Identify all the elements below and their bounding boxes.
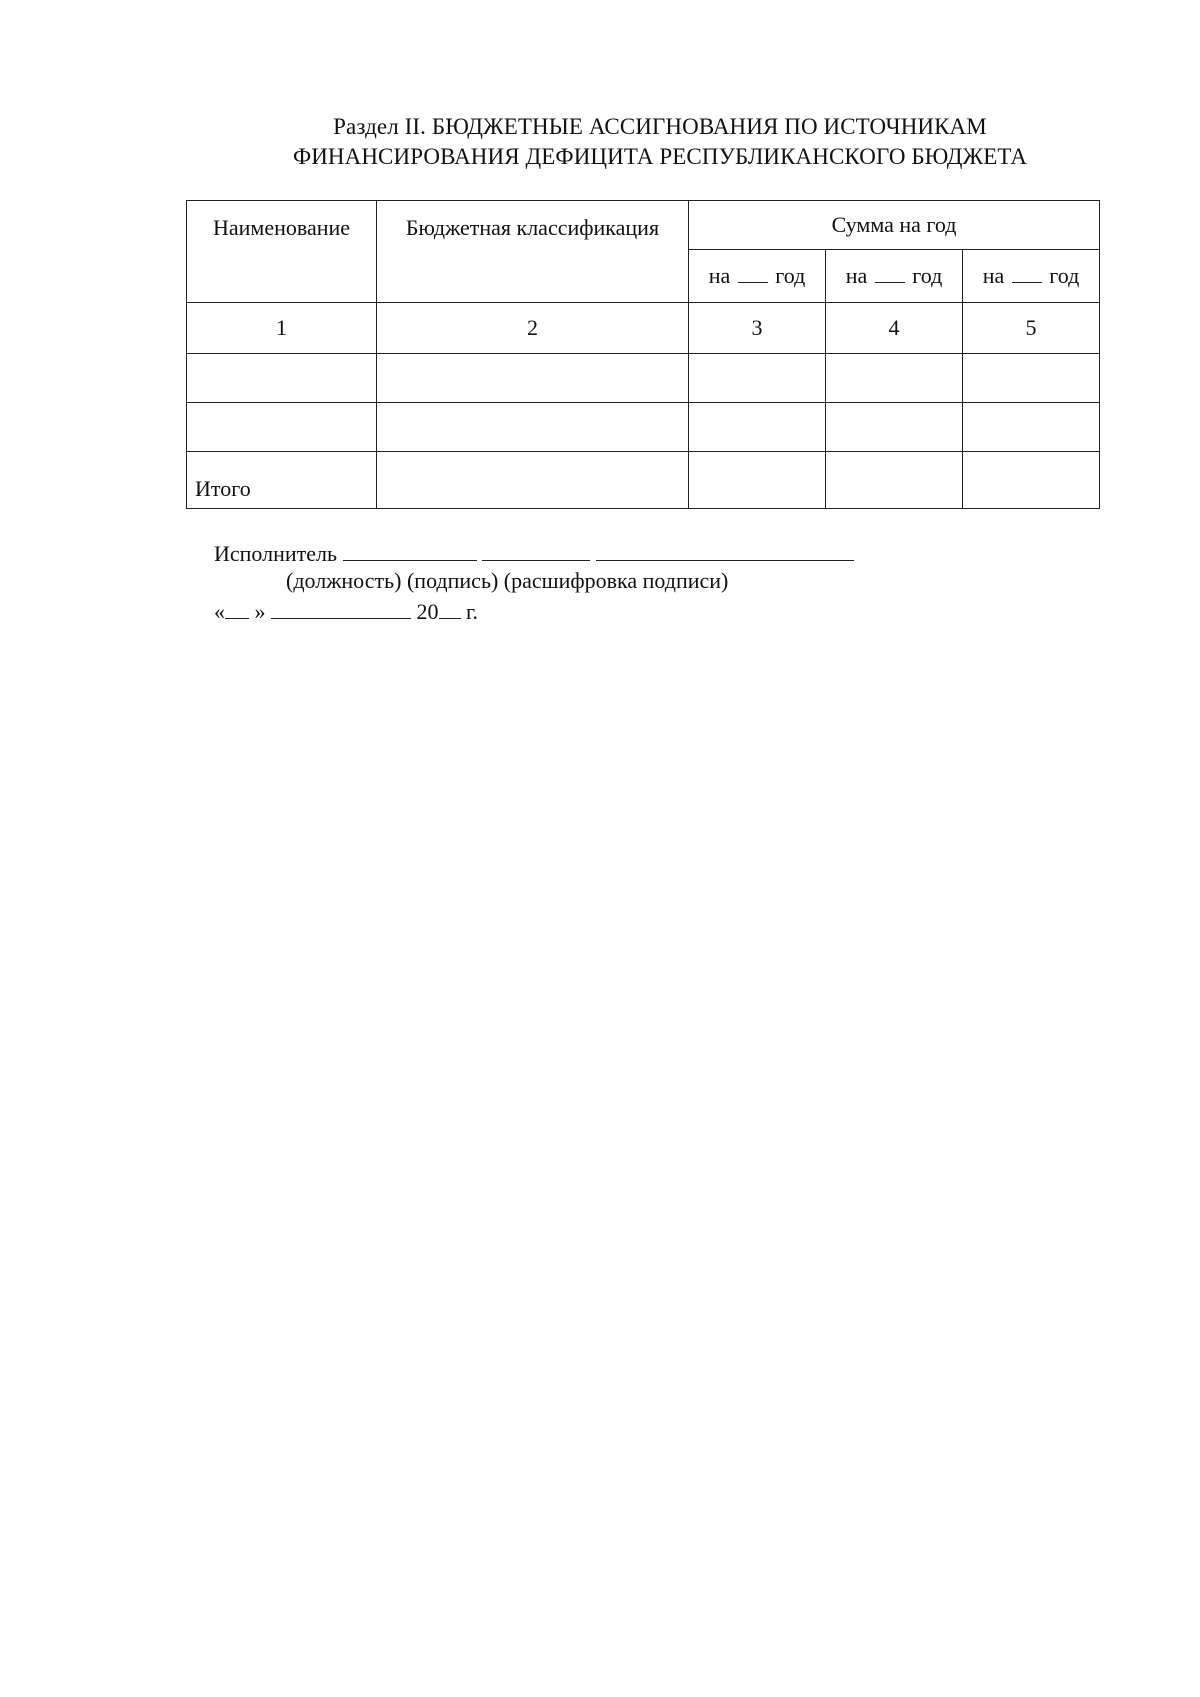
signature-caption: (должность) (подпись) (расшифровка подписи) (286, 568, 729, 593)
total-row (187, 452, 1100, 509)
column-number-row (187, 303, 1100, 354)
header-name-cell (187, 201, 377, 303)
year-blank-1[interactable] (738, 264, 768, 283)
total-label-cell (187, 452, 377, 509)
header-classification-label: Бюджетная классификация (405, 215, 660, 240)
executor-line (214, 540, 854, 567)
year-prefix: на (845, 263, 868, 288)
heading-line-2: ФИНАНСИРОВАНИЯ ДЕФИЦИТА РЕСПУБЛИКАНСКОГО БЮДЖЕТА (292, 144, 1028, 169)
position-field[interactable] (343, 540, 477, 561)
date-close-quote: » (254, 599, 266, 624)
table-cell[interactable] (689, 354, 826, 403)
table-cell[interactable] (689, 452, 826, 509)
year-prefix: на (708, 263, 731, 288)
column-number-cell: 2 (377, 303, 689, 354)
column-number-cell: 3 (689, 303, 826, 354)
table-cell[interactable] (826, 354, 963, 403)
table-row (187, 354, 1100, 403)
year-field[interactable] (439, 598, 461, 619)
table-cell[interactable] (826, 452, 963, 509)
month-field[interactable] (271, 598, 411, 619)
section-heading (260, 112, 1060, 172)
table-row (187, 403, 1100, 452)
year-blank-3[interactable] (1012, 264, 1042, 283)
total-label: Итого (195, 476, 251, 501)
heading-line-1: Раздел II. БЮДЖЕТНЫЕ АССИГНОВАНИЯ ПО ИСТОЧНИКАМ (333, 114, 987, 139)
signature-field[interactable] (482, 540, 590, 561)
signature-decoding-field[interactable] (596, 540, 854, 561)
year-cell-1 (689, 250, 826, 303)
table-cell[interactable] (963, 452, 1100, 509)
header-row (187, 201, 1100, 250)
table-cell[interactable] (187, 354, 377, 403)
year-cell-2 (826, 250, 963, 303)
year-suffix: г. (466, 599, 479, 624)
date-line (214, 598, 478, 625)
day-field[interactable] (225, 598, 249, 619)
year-blank-2[interactable] (875, 264, 905, 283)
executor-label: Исполнитель (214, 541, 338, 566)
header-sum-cell (689, 201, 1100, 250)
date-open-quote: « (214, 599, 225, 624)
year-prefix: 20 (416, 599, 439, 624)
header-name-label: Наименование (212, 215, 351, 240)
table-cell[interactable] (689, 403, 826, 452)
column-number-cell: 1 (187, 303, 377, 354)
table-cell[interactable] (377, 354, 689, 403)
year-cell-3 (963, 250, 1100, 303)
year-prefix: на (982, 263, 1005, 288)
table-cell[interactable] (963, 354, 1100, 403)
table-cell[interactable] (826, 403, 963, 452)
budget-table (186, 200, 1100, 509)
header-sum-label: Сумма на год (831, 212, 957, 237)
header-classification-cell (377, 201, 689, 303)
year-suffix: год (912, 263, 943, 288)
year-suffix: год (775, 263, 806, 288)
table-cell[interactable] (187, 403, 377, 452)
column-number-cell: 4 (826, 303, 963, 354)
table-cell[interactable] (377, 403, 689, 452)
column-number-cell: 5 (963, 303, 1100, 354)
table-cell[interactable] (377, 452, 689, 509)
year-suffix: год (1049, 263, 1080, 288)
table-cell[interactable] (963, 403, 1100, 452)
